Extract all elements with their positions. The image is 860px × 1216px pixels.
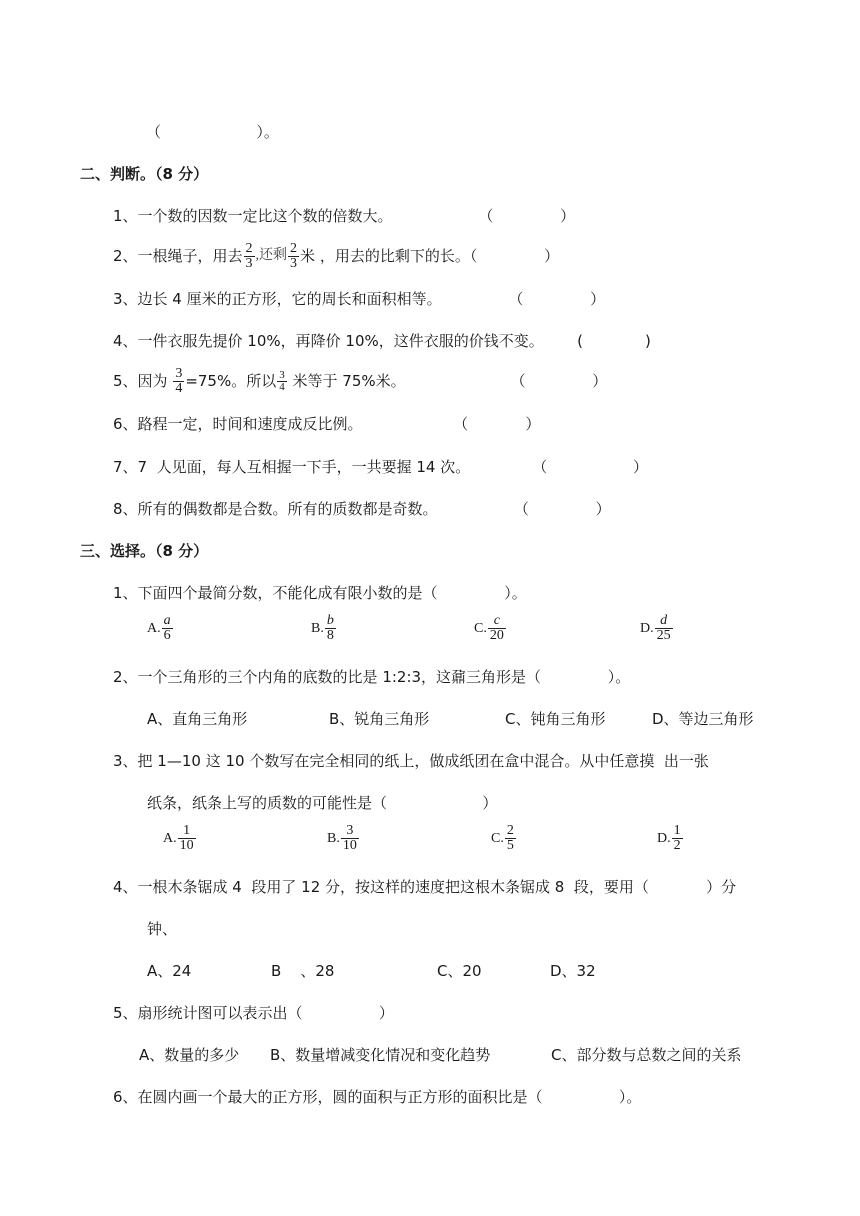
judge-q5 xyxy=(113,364,607,398)
choice-q4-option-b: B 、28 xyxy=(271,962,335,980)
choice-q4-option-c: C、20 xyxy=(437,962,482,980)
section2-title: 二、判断。（8 分） xyxy=(80,165,209,183)
choice-q6: 6、在圆内画一个最大的正方形，圆的面积与正方形的面积比是（ ）。 xyxy=(113,1088,642,1106)
judge-q5-mid: =75%。所以 xyxy=(185,372,277,390)
judge-q5-post: 米等于 75%米。 （ ） xyxy=(287,372,608,390)
fraction: $\frac{2}{3}$ xyxy=(290,240,298,271)
choice-q3-line1: 3、把 1—10 这 10 个数写在完全相同的纸上，做成纸团在盒中混合。从中任意摸 出一张 xyxy=(113,752,709,770)
choice-q3-line2: 纸条，纸条上写的质数的可能性是（ ） xyxy=(147,794,498,812)
judge-q2-post: 米 ，用去的比剩下的长。（ ） xyxy=(300,247,560,265)
choice-q4-option-d: D、32 xyxy=(550,962,596,980)
choice-q5-option-b: B、数量增减变化情况和变化趋势 xyxy=(270,1046,491,1064)
choice-q3-option-c: C. $\frac{2}{5}$ xyxy=(491,823,514,853)
choice-q4-option-a: A、24 xyxy=(147,962,192,980)
judge-q3: 3、边长 4 厘米的正方形，它的周长和面积相等。 （ ） xyxy=(113,290,606,308)
judge-q2 xyxy=(113,239,559,273)
section3-title: 三、选择。（8 分） xyxy=(80,542,209,560)
choice-q3-option-d: D. $\frac{1}{2}$ xyxy=(657,823,681,853)
choice-q4-line1: 4、一根木条锯成 4 段用了 12 分，按这样的速度把这根木条锯成 8 段，要用（ ）分 xyxy=(113,878,737,896)
choice-q1-option-c: C. $\frac{c}{20}$ xyxy=(474,613,504,643)
fraction: $\frac{3}{4}$ xyxy=(279,368,285,393)
judge-q7: 7、7 人见面，每人互相握一下手，一共要握 14 次。 （ ） xyxy=(113,458,649,476)
choice-q2-option-d: D、等边三角形 xyxy=(652,710,754,728)
judge-q5-pre: 5、因为 xyxy=(113,372,173,390)
choice-q1: 1、下面四个最简分数，不能化成有限小数的是（ ）。 xyxy=(113,584,527,602)
choice-q1-option-b: B. $\frac{b}{8}$ xyxy=(311,613,334,643)
choice-q3-option-b: B. $\frac{3}{10}$ xyxy=(327,823,357,853)
judge-q2-pre: 2、一根绳子，用去 xyxy=(113,247,243,265)
choice-q2-option-b: B、锐角三角形 xyxy=(329,710,430,728)
fraction: $\frac{2}{3}$ xyxy=(245,240,253,271)
choice-q2-option-a: A、直角三角形 xyxy=(147,710,248,728)
choice-q2: 2、一个三角形的三个内角的底数的比是 1:2:3，这鼐三角形是（ ）。 xyxy=(113,668,631,686)
choice-q1-option-a: A. $\frac{a}{6}$ xyxy=(147,613,171,643)
judge-q6: 6、路程一定，时间和速度成反比例。 （ ） xyxy=(113,415,541,433)
judge-q2-mid: ,还剩 xyxy=(255,248,288,263)
choice-q3-option-a: A. $\frac{1}{10}$ xyxy=(163,823,194,853)
choice-q5: 5、扇形统计图可以表示出（ ） xyxy=(113,1004,394,1022)
choice-q4-line2: 钟、 xyxy=(147,920,178,938)
choice-q5-option-a: A、数量的多少 xyxy=(139,1046,240,1064)
judge-q8: 8、所有的偶数都是合数。所有的质数都是奇数。 （ ） xyxy=(113,500,611,518)
top-answer-blank: （ ）。 xyxy=(146,123,279,141)
judge-q4: 4、一件衣服先提价 10%，再降价 10%，这件衣服的价钱不变。 ( ) xyxy=(113,332,651,350)
judge-q1: 1、一个数的因数一定比这个数的倍数大。 （ ） xyxy=(113,207,576,225)
choice-q1-option-d: D. $\frac{d}{25}$ xyxy=(640,613,671,643)
choice-q2-option-c: C、钝角三角形 xyxy=(505,710,606,728)
fraction: $\frac{3}{4}$ xyxy=(175,365,183,396)
choice-q5-option-c: C、部分数与总数之间的关系 xyxy=(551,1046,742,1064)
